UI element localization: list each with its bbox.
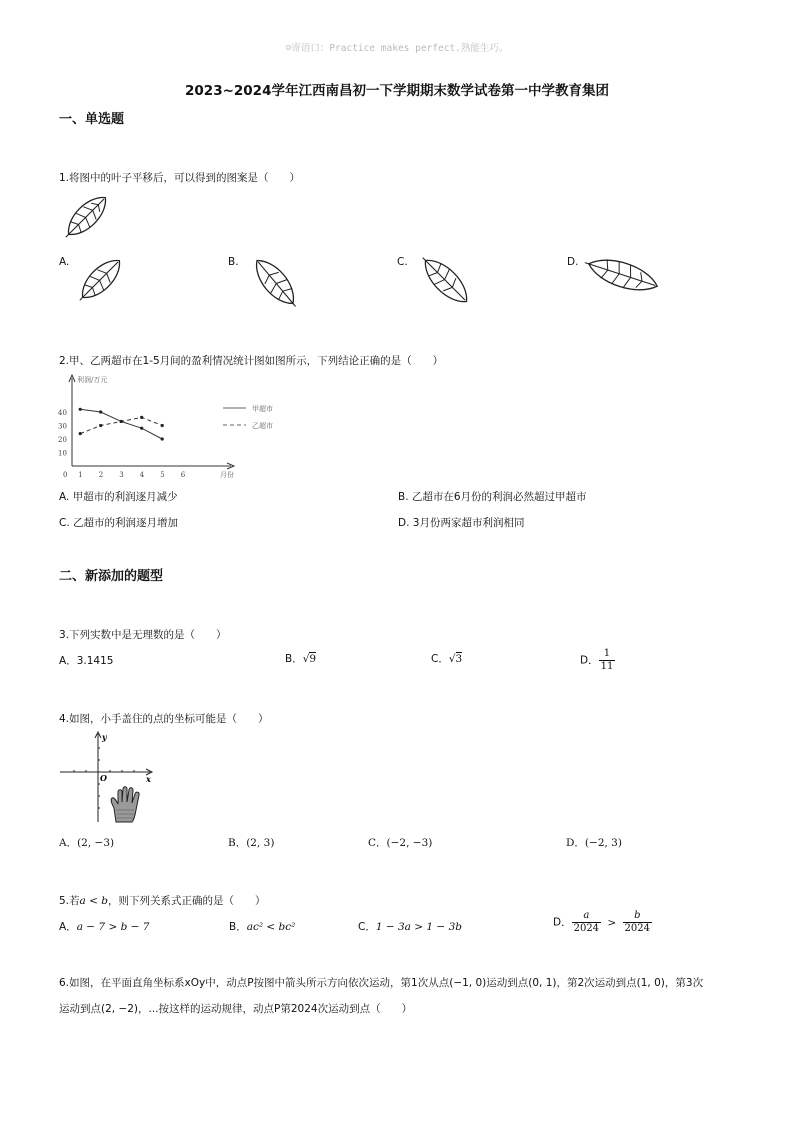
q5-option-c <box>358 919 462 934</box>
q1-option-b-leaf <box>240 246 310 318</box>
fraction-numerator: b <box>623 910 652 923</box>
q5-option-c-expr: 1 − 3a > 1 − 3b <box>375 921 462 933</box>
question-3-stem: 3.下列实数中是无理数的是（ ） <box>59 629 227 641</box>
hand-icon <box>111 787 139 822</box>
q1-option-c-leaf <box>410 245 482 317</box>
q1-option-d-leaf <box>580 246 666 304</box>
chart-data-point <box>161 424 164 427</box>
q3-option-a-value: 3.1415 <box>76 655 114 667</box>
q3-option-c-radicand: 3 <box>455 653 463 665</box>
q5-stem-condition: a < b <box>79 895 108 907</box>
q3-option-b-label: B． <box>285 653 303 665</box>
sqrt-symbol: √ <box>448 653 456 665</box>
leaf-icon <box>248 253 304 313</box>
fraction-denominator: 2024 <box>624 923 650 934</box>
chart-data-point <box>79 408 82 411</box>
question-1-stem: 1.将图中的叶子平移后，可以得到的图案是（ ） <box>59 172 301 184</box>
chart-y-tick-label: 10 <box>58 449 67 458</box>
q3-option-c <box>431 651 462 666</box>
chart-data-point <box>140 416 143 419</box>
question-4-stem: 4.如图，小手盖住的点的坐标可能是（ ） <box>59 713 269 725</box>
question-6-line-1: 6.如图，在平面直角坐标系xOy中，动点P按图中箭头所示方向依次运动，第1次从点(−1, 0)运动到点(0, 1)，第2次运动到点(1, 0)，第3次 <box>59 977 704 989</box>
q1-option-c-label: C. <box>397 256 408 268</box>
q1-option-a-label: A. <box>59 256 70 268</box>
chart-legend-label: 乙超市 <box>252 422 273 430</box>
q3-option-d-fraction <box>599 648 616 673</box>
chart-y-tick-label: 20 <box>58 436 67 444</box>
chart-x-tick-label: 3 <box>119 471 124 479</box>
q5-option-a <box>59 919 149 934</box>
chart-y-axis-label: 利润/万元 <box>77 376 108 384</box>
q4-y-label: y <box>102 732 107 742</box>
chart-data-point <box>99 424 102 427</box>
q5-stem-prefix: 5.若 <box>59 895 80 907</box>
q3-option-b <box>285 651 316 666</box>
chart-x-tick-label: 1 <box>78 471 83 479</box>
chart-origin-label: 0 <box>63 471 68 479</box>
fraction-numerator: a <box>572 910 601 923</box>
question-2-stem: 2.甲、乙两超市在1-5月间的盈利情况统计图如图所示，下列结论正确的是（ ） <box>59 355 444 367</box>
leaf-icon <box>72 253 126 307</box>
fraction-denominator: 11 <box>600 661 614 672</box>
q3-option-c-label: C． <box>431 653 449 665</box>
chart-series-line-1 <box>80 409 162 439</box>
chart-legend-label: 甲超市 <box>252 405 273 413</box>
q5-option-a-expr: a − 7 > b − 7 <box>76 921 150 933</box>
section-heading-new-types: 二、新添加的题型 <box>59 569 164 584</box>
q2-option-c: C. 乙超市的利润逐月增加 <box>59 517 179 529</box>
q5-option-d-fraction-b <box>623 910 652 935</box>
q5-option-b <box>229 919 295 934</box>
q5-option-a-label: A． <box>59 921 77 933</box>
leaf-icon <box>581 251 661 297</box>
q5-stem-suffix: ，则下列关系式正确的是（ ） <box>108 895 266 907</box>
q4-option-b: B．(2, 3) <box>228 837 275 849</box>
q3-option-d-label: D． <box>580 654 599 667</box>
fraction-numerator: 1 <box>599 648 616 661</box>
chart-x-axis-label: 月份 <box>220 471 234 479</box>
watermark: ☺寄语口：Practice makes perfect.熟能生巧。 <box>285 43 509 54</box>
chart-x-tick-label: 5 <box>160 471 165 479</box>
chart-data-point <box>140 427 143 430</box>
q4-option-d: D．(−2, 3) <box>566 837 622 849</box>
chart-series-line-2 <box>80 417 162 433</box>
q2-option-d: D. 3月份两家超市利润相同 <box>398 517 525 529</box>
q1-option-d-label: D. <box>567 256 579 268</box>
q3-option-d <box>580 648 615 673</box>
q3-option-a <box>59 653 113 668</box>
chart-data-point <box>161 437 164 440</box>
q1-option-a-leaf <box>70 247 132 311</box>
chart-y-tick-label: 40 <box>58 409 67 417</box>
q5-option-d-fraction-a <box>572 910 601 935</box>
q3-option-b-radicand: 9 <box>309 653 317 665</box>
q4-x-label: x <box>146 774 151 784</box>
q5-option-b-expr: ac² < bc² <box>246 921 296 933</box>
q5-option-d-relation: > <box>607 916 617 929</box>
q4-option-a: A．(2, −3) <box>59 837 115 849</box>
q5-option-c-label: C． <box>358 921 376 933</box>
q5-option-b-label: B． <box>229 921 247 933</box>
q1-reference-leaf <box>56 186 118 250</box>
chart-x-tick-label: 6 <box>180 471 186 479</box>
chart-data-point <box>79 432 82 435</box>
page-title: 2023~2024学年江西南昌初一下学期期末数学试卷第一中学教育集团 <box>185 83 609 99</box>
q2-option-a: A. 甲超市的利润逐月减少 <box>59 491 178 503</box>
q4-option-c: C．(−2, −3) <box>368 837 433 849</box>
question-5-stem <box>59 893 266 908</box>
chart-x-tick-label: 4 <box>139 471 145 479</box>
q2-line-chart <box>56 370 296 480</box>
q4-coordinate-figure <box>58 728 158 824</box>
q4-origin-label: O <box>100 773 107 783</box>
question-6-line-2: 运动到点(2, −2)，...按这样的运动规律，动点P第2024次运动到点（ ） <box>59 1003 413 1015</box>
leaf-icon <box>415 250 475 310</box>
chart-data-point <box>120 420 123 423</box>
fraction-denominator: 2024 <box>573 923 600 934</box>
q2-option-b: B. 乙超市在6月份的利润必然超过甲超市 <box>398 491 587 503</box>
q1-option-b-label: B. <box>228 256 239 268</box>
q5-option-d-label: D． <box>553 916 572 929</box>
chart-y-tick-label: 30 <box>58 422 67 431</box>
section-heading-single-choice: 一、单选题 <box>59 112 125 127</box>
chart-x-tick-label: 2 <box>98 471 104 479</box>
leaf-icon <box>58 190 112 244</box>
q5-option-d <box>553 910 652 935</box>
chart-data-point <box>99 410 102 413</box>
q3-option-a-label: A． <box>59 655 77 667</box>
sqrt-symbol: √ <box>302 653 310 665</box>
